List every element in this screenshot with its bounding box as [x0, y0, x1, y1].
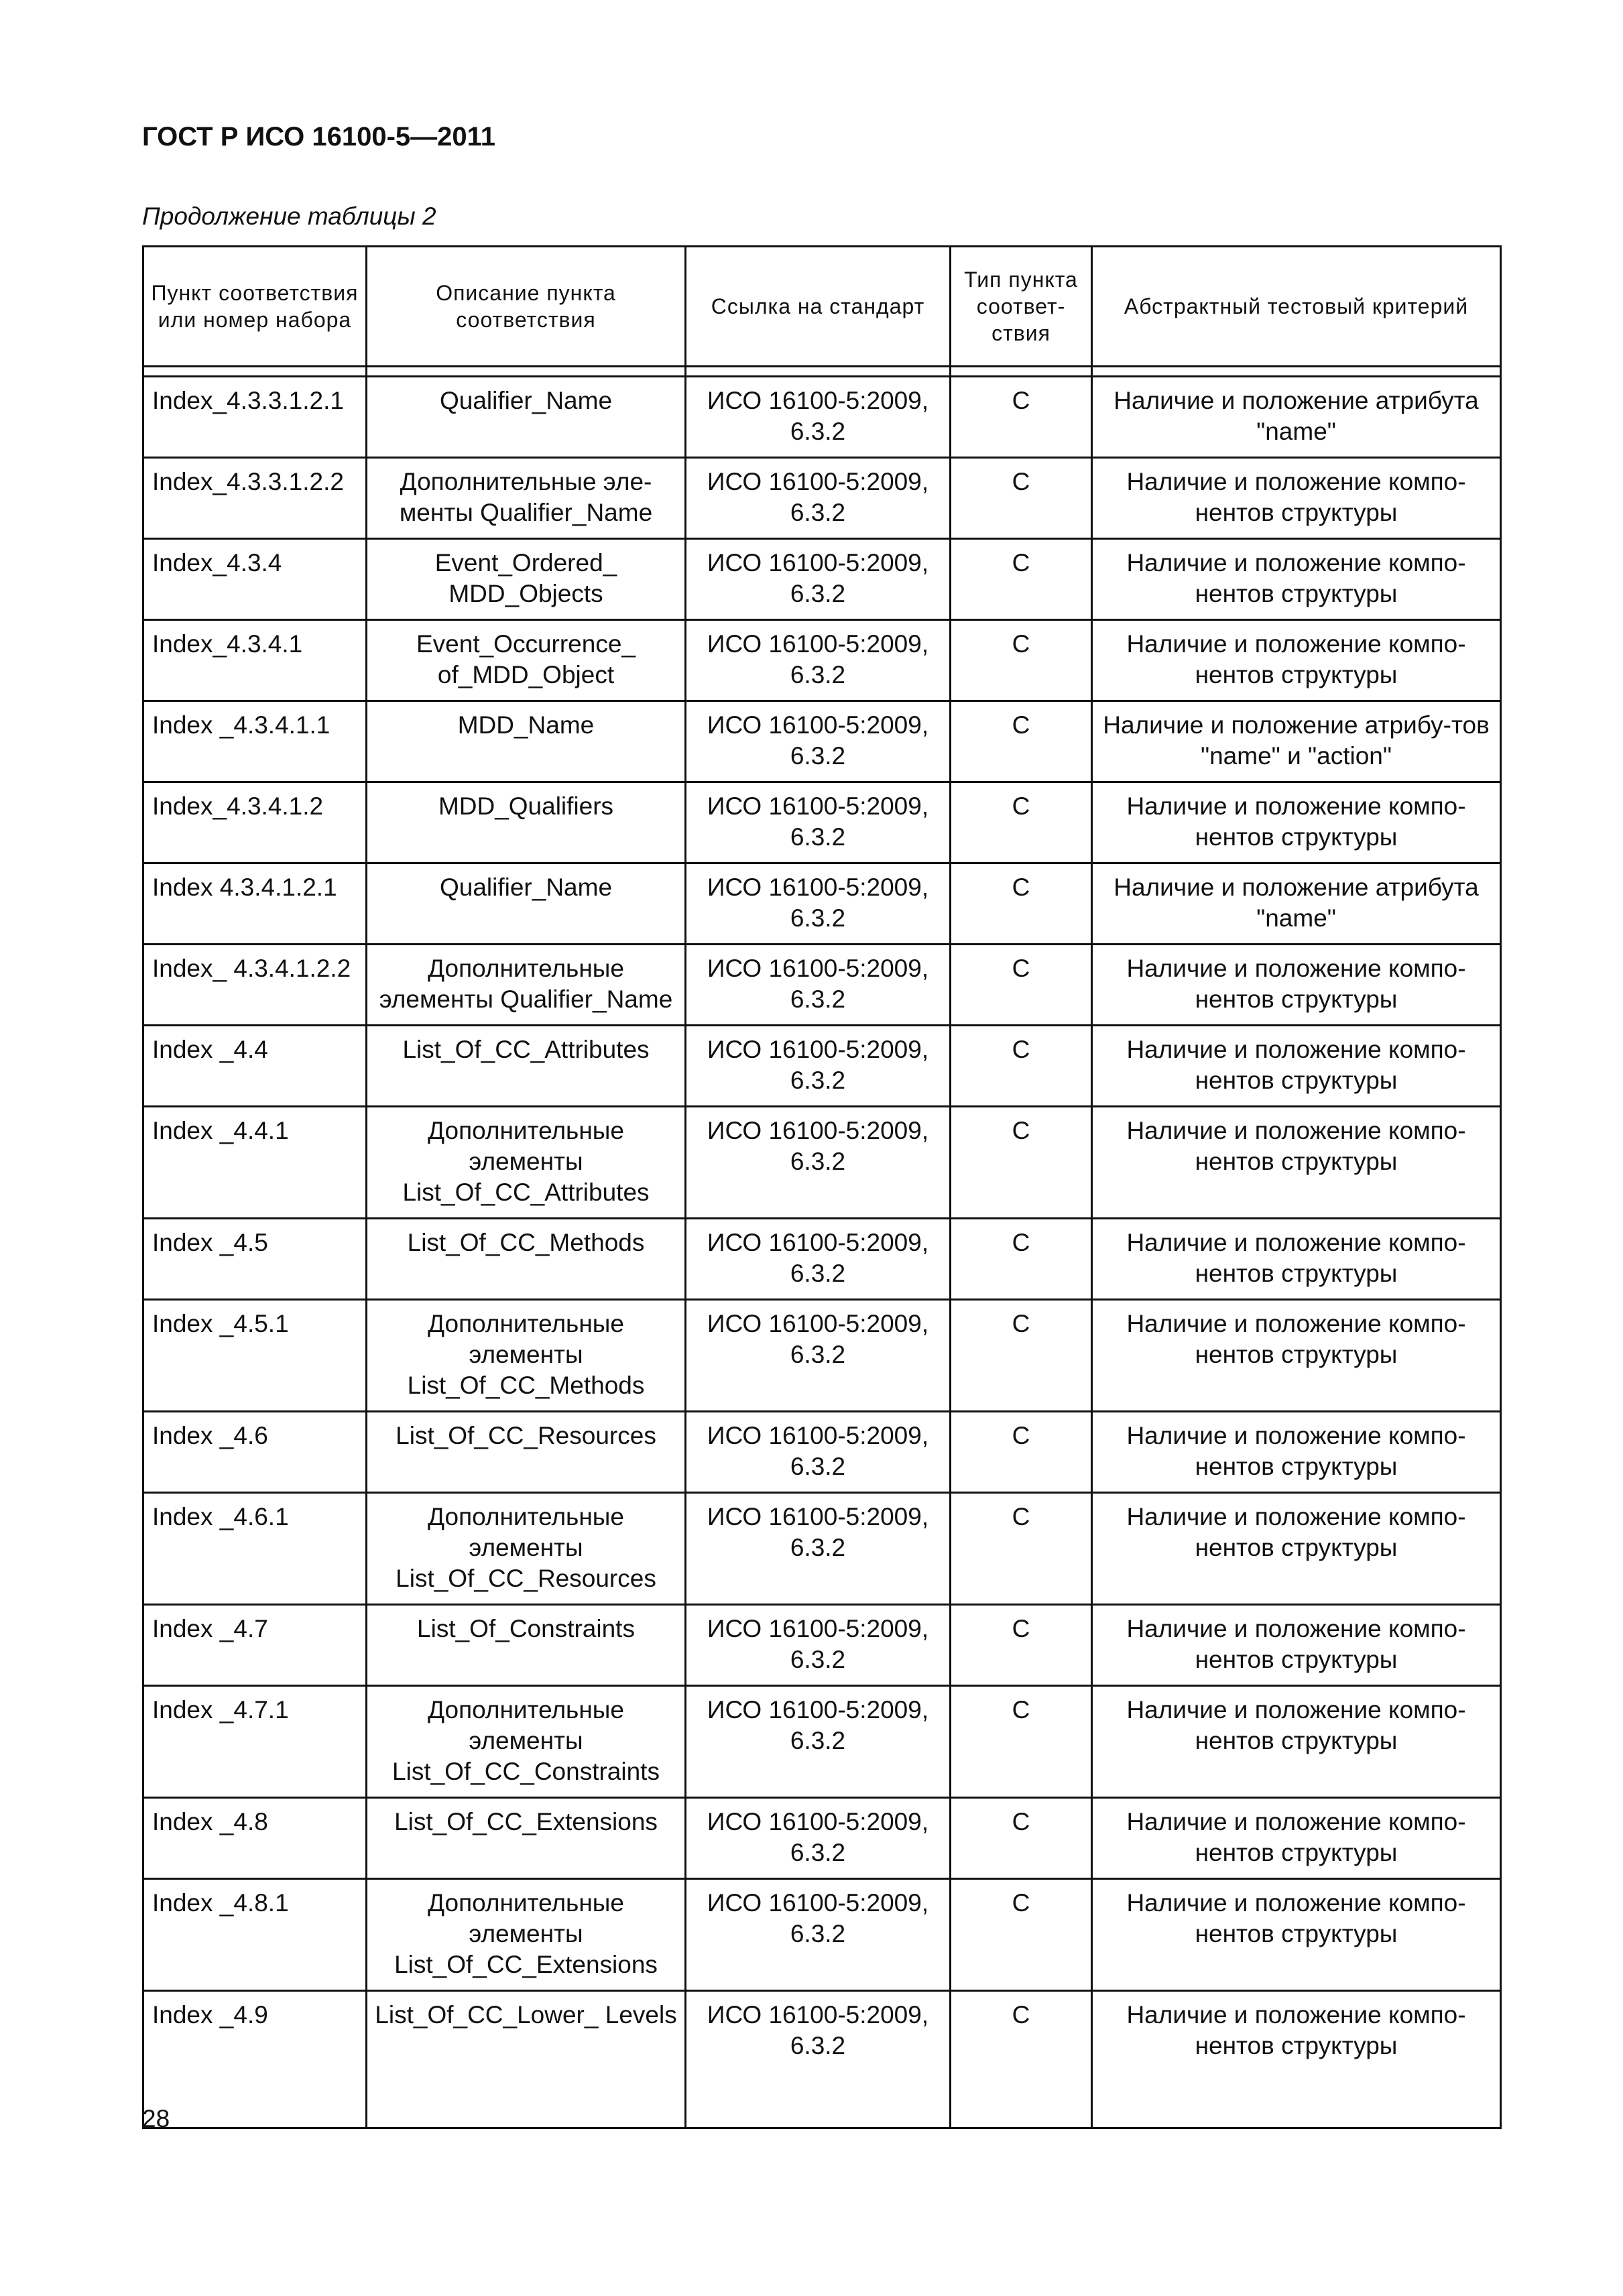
cell-reference: ИСО 16100-5:2009, 6.3.2	[686, 458, 951, 539]
table-row	[143, 1798, 1501, 1879]
table-row	[143, 1879, 1501, 1991]
cell-clause: Index _4.3.4.1.1	[143, 701, 367, 782]
cell-type: C	[951, 458, 1092, 539]
cell-description: Дополнительные элементы Qualifier_Name	[367, 945, 686, 1026]
table-row	[143, 863, 1501, 945]
table-row	[143, 1991, 1501, 2128]
table-row	[143, 1107, 1501, 1219]
cell-description: List_Of_CC_Methods	[367, 1219, 686, 1300]
cell-criterion: Наличие и положение атрибута "name"	[1092, 863, 1501, 945]
cell-clause: Index_4.3.3.1.2.2	[143, 458, 367, 539]
table-header-row	[143, 247, 1501, 367]
cell-criterion: Наличие и положение компо-нентов структуры	[1092, 1605, 1501, 1686]
table-row	[143, 1219, 1501, 1300]
cell-description: Дополнительные элементы List_Of_CC_Constraints	[367, 1686, 686, 1798]
cell-type: C	[951, 1879, 1092, 1991]
cell-type: C	[951, 1493, 1092, 1605]
cell-reference: ИСО 16100-5:2009, 6.3.2	[686, 1798, 951, 1879]
cell-type: C	[951, 863, 1092, 945]
table-body	[143, 367, 1501, 2128]
cell-description: Qualifier_Name	[367, 377, 686, 458]
table-row	[143, 1412, 1501, 1493]
cell-clause: Index _4.7	[143, 1605, 367, 1686]
cell-clause: Index _4.8	[143, 1798, 367, 1879]
cell-type: C	[951, 782, 1092, 863]
column-header-description: Описание пункта соответствия	[367, 247, 686, 367]
cell-clause: Index_4.3.4.1	[143, 620, 367, 701]
cell-description: Event_Occurrence_ of_MDD_Object	[367, 620, 686, 701]
cell-description: Qualifier_Name	[367, 863, 686, 945]
cell-clause: Index 4.3.4.1.2.1	[143, 863, 367, 945]
column-header-clause: Пункт соответствия или номер набора	[143, 247, 367, 367]
cell-clause: Index _4.5	[143, 1219, 367, 1300]
cell-criterion: Наличие и положение компо-нентов структуры	[1092, 458, 1501, 539]
table-row	[143, 1686, 1501, 1798]
column-header-reference: Ссылка на стандарт	[686, 247, 951, 367]
cell-type: C	[951, 1412, 1092, 1493]
table-row	[143, 701, 1501, 782]
header-separator	[143, 367, 1501, 377]
cell-criterion: Наличие и положение компо-нентов структуры	[1092, 1219, 1501, 1300]
cell-criterion: Наличие и положение компо-нентов структуры	[1092, 1686, 1501, 1798]
cell-clause: Index _4.9	[143, 1991, 367, 2128]
cell-criterion: Наличие и положение компо-нентов структуры	[1092, 1879, 1501, 1991]
cell-criterion: Наличие и положение компо-нентов структуры	[1092, 1991, 1501, 2128]
cell-description: Дополнительные элементы List_Of_CC_Resources	[367, 1493, 686, 1605]
cell-description: Дополнительные элементы List_Of_CC_Extensions	[367, 1879, 686, 1991]
cell-reference: ИСО 16100-5:2009, 6.3.2	[686, 1107, 951, 1219]
table-row	[143, 1300, 1501, 1412]
cell-type: C	[951, 377, 1092, 458]
cell-type: C	[951, 1798, 1092, 1879]
cell-reference: ИСО 16100-5:2009, 6.3.2	[686, 377, 951, 458]
cell-criterion: Наличие и положение компо-нентов структуры	[1092, 620, 1501, 701]
cell-type: C	[951, 539, 1092, 620]
conformance-table	[142, 245, 1502, 2129]
cell-clause: Index _4.4	[143, 1026, 367, 1107]
cell-type: C	[951, 1026, 1092, 1107]
column-header-type: Тип пункта соответ-ствия	[951, 247, 1092, 367]
table-caption: Продолжение таблицы 2	[142, 202, 436, 230]
table-row	[143, 1605, 1501, 1686]
table-row	[143, 539, 1501, 620]
cell-clause: Index_4.3.4	[143, 539, 367, 620]
cell-reference: ИСО 16100-5:2009, 6.3.2	[686, 1412, 951, 1493]
column-header-criterion: Абстрактный тестовый критерий	[1092, 247, 1501, 367]
cell-clause: Index_4.3.3.1.2.1	[143, 377, 367, 458]
cell-reference: ИСО 16100-5:2009, 6.3.2	[686, 1879, 951, 1991]
cell-type: C	[951, 1605, 1092, 1686]
cell-reference: ИСО 16100-5:2009, 6.3.2	[686, 1219, 951, 1300]
cell-criterion: Наличие и положение компо-нентов структуры	[1092, 782, 1501, 863]
cell-clause: Index_4.3.4.1.2	[143, 782, 367, 863]
cell-type: C	[951, 1991, 1092, 2128]
cell-clause: Index _4.8.1	[143, 1879, 367, 1991]
cell-description: Event_Ordered_ MDD_Objects	[367, 539, 686, 620]
cell-description: List_Of_CC_Extensions	[367, 1798, 686, 1879]
document-title: ГОСТ Р ИСО 16100-5—2011	[142, 122, 495, 152]
cell-criterion: Наличие и положение компо-нентов структуры	[1092, 1798, 1501, 1879]
table-row	[143, 945, 1501, 1026]
cell-reference: ИСО 16100-5:2009, 6.3.2	[686, 1686, 951, 1798]
table-row	[143, 458, 1501, 539]
cell-description: List_Of_Constraints	[367, 1605, 686, 1686]
cell-criterion: Наличие и положение атрибу-тов "name" и "action"	[1092, 701, 1501, 782]
cell-criterion: Наличие и положение компо-нентов структуры	[1092, 945, 1501, 1026]
cell-type: C	[951, 1300, 1092, 1412]
cell-description: Дополнительные эле-менты Qualifier_Name	[367, 458, 686, 539]
cell-reference: ИСО 16100-5:2009, 6.3.2	[686, 701, 951, 782]
cell-reference: ИСО 16100-5:2009, 6.3.2	[686, 1300, 951, 1412]
cell-criterion: Наличие и положение компо-нентов структуры	[1092, 1107, 1501, 1219]
cell-criterion: Наличие и положение компо-нентов структуры	[1092, 1493, 1501, 1605]
table-row	[143, 782, 1501, 863]
table-row	[143, 620, 1501, 701]
cell-description: List_Of_CC_Attributes	[367, 1026, 686, 1107]
cell-clause: Index _4.6	[143, 1412, 367, 1493]
cell-reference: ИСО 16100-5:2009, 6.3.2	[686, 945, 951, 1026]
cell-description: List_Of_CC_Resources	[367, 1412, 686, 1493]
cell-clause: Index _4.5.1	[143, 1300, 367, 1412]
table-row	[143, 1026, 1501, 1107]
cell-criterion: Наличие и положение компо-нентов структуры	[1092, 1026, 1501, 1107]
cell-criterion: Наличие и положение компо-нентов структуры	[1092, 1300, 1501, 1412]
cell-type: C	[951, 1686, 1092, 1798]
cell-description: MDD_Qualifiers	[367, 782, 686, 863]
cell-description: Дополнительные элементы List_Of_CC_Methods	[367, 1300, 686, 1412]
cell-clause: Index _4.7.1	[143, 1686, 367, 1798]
table-row	[143, 377, 1501, 458]
cell-type: C	[951, 1107, 1092, 1219]
cell-reference: ИСО 16100-5:2009, 6.3.2	[686, 1991, 951, 2128]
cell-clause: Index _4.4.1	[143, 1107, 367, 1219]
cell-reference: ИСО 16100-5:2009, 6.3.2	[686, 863, 951, 945]
cell-reference: ИСО 16100-5:2009, 6.3.2	[686, 1493, 951, 1605]
cell-clause: Index_ 4.3.4.1.2.2	[143, 945, 367, 1026]
cell-clause: Index _4.6.1	[143, 1493, 367, 1605]
cell-description: MDD_Name	[367, 701, 686, 782]
table-row	[143, 1493, 1501, 1605]
cell-description: List_Of_CC_Lower_ Levels	[367, 1991, 686, 2128]
cell-reference: ИСО 16100-5:2009, 6.3.2	[686, 782, 951, 863]
cell-reference: ИСО 16100-5:2009, 6.3.2	[686, 539, 951, 620]
cell-type: C	[951, 620, 1092, 701]
cell-type: C	[951, 1219, 1092, 1300]
cell-criterion: Наличие и положение компо-нентов структуры	[1092, 1412, 1501, 1493]
cell-criterion: Наличие и положение атрибута "name"	[1092, 377, 1501, 458]
cell-reference: ИСО 16100-5:2009, 6.3.2	[686, 1605, 951, 1686]
page-number: 28	[142, 2105, 170, 2132]
cell-type: C	[951, 701, 1092, 782]
cell-reference: ИСО 16100-5:2009, 6.3.2	[686, 620, 951, 701]
cell-type: C	[951, 945, 1092, 1026]
cell-description: Дополнительные элементы List_Of_CC_Attributes	[367, 1107, 686, 1219]
cell-reference: ИСО 16100-5:2009, 6.3.2	[686, 1026, 951, 1107]
cell-criterion: Наличие и положение компо-нентов структуры	[1092, 539, 1501, 620]
